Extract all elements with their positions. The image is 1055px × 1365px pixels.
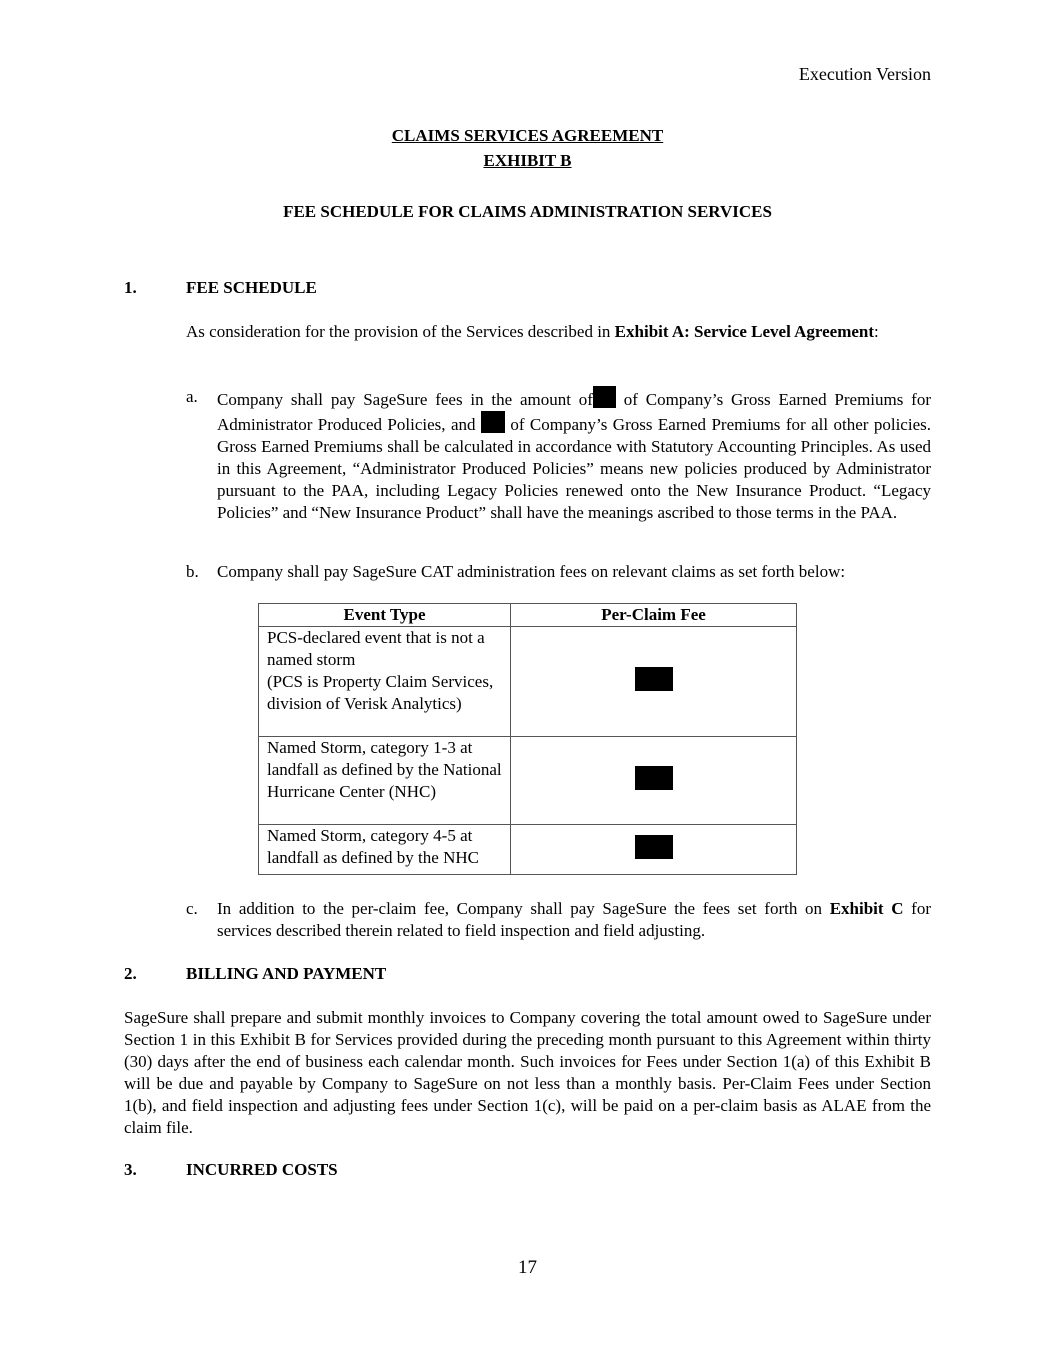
- event-type-cell: [259, 627, 511, 737]
- table-row: [259, 737, 797, 825]
- item-a-letter: a.: [186, 387, 198, 406]
- item-a-part2: of Company’s Gross Earned Premiums for Administrator Produced Policies, and: [217, 390, 931, 434]
- item-c-part2: for services described therein related to field inspection and field adjusting.: [217, 899, 931, 940]
- section-2-body: SageSure shall prepare and submit monthly invoices to Company covering the total amount owed to SageSure under Section 1 in this Exhibit B for Services provided during the preceding month pursuant to this Agreement within thirty (30) days after the end of business each calendar month. Such invoices for Fees under Section 1(a) of this Exhibit B will be due and payable by Company to SageSure on not less than a monthly basis. Per-Claim Fees under Section 1(b), and field inspection and adjusting fees under Section 1(c), will be paid on a per-claim basis as ALAE from the claim file.: [124, 1008, 931, 1137]
- page-number: 17: [518, 1257, 537, 1278]
- event-type-cell: [259, 737, 511, 825]
- item-b-text: Company shall pay SageSure CAT administration fees on relevant claims as set forth below:: [217, 562, 846, 581]
- event-type-text: Named Storm, category 1-3 at landfall as defined by the National Hurricane Center (NHC): [267, 738, 502, 801]
- section-1-number: 1.: [124, 278, 137, 297]
- column-header-event-type: Event Type: [259, 604, 511, 627]
- column-header-per-claim-fee: Per-Claim Fee: [511, 604, 797, 627]
- section-1-intro: [186, 321, 931, 343]
- table-header-row: [259, 604, 797, 627]
- fee-cell: [511, 627, 797, 737]
- item-c-text: [217, 898, 931, 942]
- item-c-letter: c.: [186, 899, 198, 918]
- event-type-text: PCS-declared event that is not a named storm: [267, 628, 485, 669]
- intro-text: As consideration for the provision of the Services described in: [186, 322, 615, 341]
- version-label: Execution Version: [798, 64, 931, 84]
- fee-cell: [511, 825, 797, 875]
- section-3-number: 3.: [124, 1160, 137, 1179]
- fee-schedule-title: FEE SCHEDULE FOR CLAIMS ADMINISTRATION SERVICES: [283, 202, 772, 221]
- redaction-block: [635, 835, 673, 859]
- redaction-block: [635, 667, 673, 691]
- intro-end: :: [874, 322, 879, 341]
- intro-bold-ref: Exhibit A: Service Level Agreement: [614, 322, 875, 341]
- item-a-text: [217, 386, 931, 524]
- event-type-cell: [259, 825, 511, 875]
- redaction-block: [593, 386, 616, 408]
- redaction-block: [635, 766, 673, 790]
- fee-cell: [511, 737, 797, 825]
- exhibit-title: EXHIBIT B: [483, 151, 572, 170]
- fee-table: [258, 603, 797, 875]
- section-1-heading: FEE SCHEDULE: [186, 278, 317, 297]
- table-row: [259, 627, 797, 737]
- item-c-bold-ref: Exhibit C: [829, 899, 904, 918]
- item-a-part1: Company shall pay SageSure fees in the amount of: [217, 390, 593, 409]
- section-2-heading: BILLING AND PAYMENT: [186, 964, 387, 983]
- item-c-part1: In addition to the per-claim fee, Company shall pay SageSure the fees set forth on: [217, 899, 830, 918]
- item-a-part3: of Company’s Gross Earned Premiums for all other policies. Gross Earned Premiums shall be calculated in accordance with Statutory Accounting Principles. As used in this Agreement, “Administrator Produced Policies” means new policies produced by Administrator pursuant to the PAA, including Legacy Policies renewed onto the New Insurance Product. “Legacy Policies” and “New Insurance Product” shall have the meanings ascribed to those terms in the PAA.: [217, 415, 931, 522]
- item-b-letter: b.: [186, 562, 199, 581]
- table-row: [259, 825, 797, 875]
- redaction-block: [481, 411, 505, 433]
- event-type-note: (PCS is Property Claim Services, division of Verisk Analytics): [267, 672, 494, 713]
- section-2-number: 2.: [124, 964, 137, 983]
- event-type-text: Named Storm, category 4-5 at landfall as defined by the NHC: [267, 826, 479, 867]
- agreement-title: CLAIMS SERVICES AGREEMENT: [391, 126, 664, 145]
- section-3-heading: INCURRED COSTS: [186, 1160, 338, 1179]
